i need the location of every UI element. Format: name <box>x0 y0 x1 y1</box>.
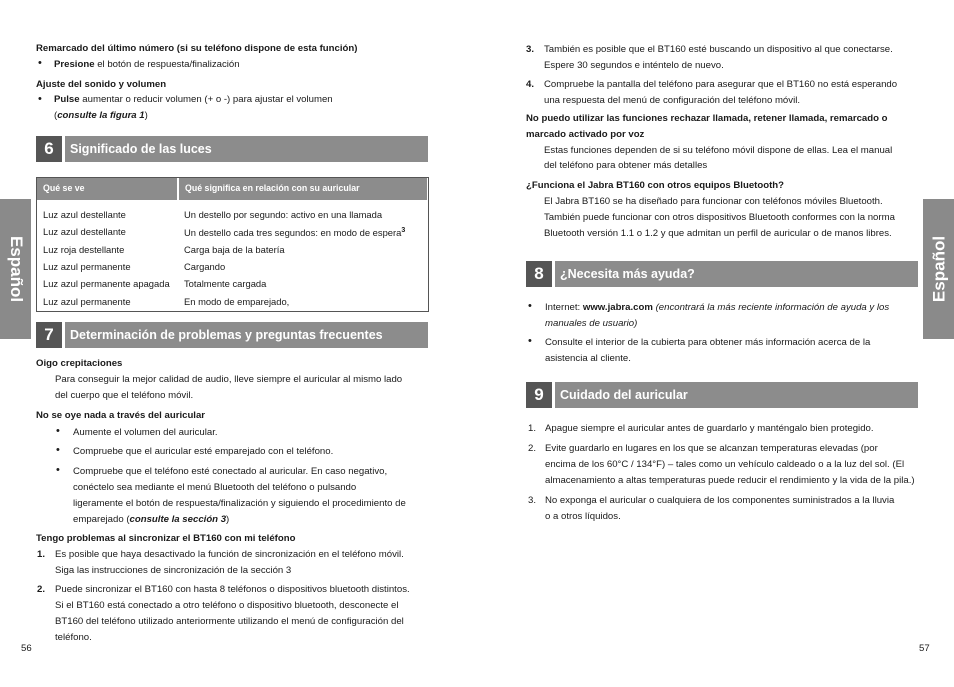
bullet-icon: • <box>56 425 60 437</box>
volume-heading: Ajuste del sonido y volumen <box>36 79 167 90</box>
item-4-number: 4. <box>526 79 535 90</box>
volume-bold: Pulse <box>54 94 80 105</box>
redial-bold: Presione <box>54 59 95 70</box>
language-tab-right-label: Español <box>928 235 948 303</box>
care-1-text: Apague siempre el auricular antes de guardarlo y manténgalo bien protegido. <box>545 423 874 434</box>
other-devices-heading: ¿Funciona el Jabra BT160 con otros equipos Bluetooth? <box>526 180 784 191</box>
nosound-bullet-2: Compruebe que el auricular esté emparejado con el teléfono. <box>73 446 334 457</box>
section-reference: consulte la sección 3 <box>129 514 227 525</box>
other-devices-line2: También puede funcionar con otros dispositivos Bluetooth conformes con la norma <box>544 212 895 223</box>
sync-item-1-line2: Siga las instrucciones de sincronización de la sección 3 <box>55 565 292 576</box>
footnote-mark: 3 <box>401 227 406 235</box>
item-3-number: 3. <box>526 44 535 55</box>
sync-item-2-line4: teléfono. <box>55 632 92 643</box>
section-8-number: 8 <box>526 261 552 287</box>
jabra-link[interactable]: www.jabra.com <box>582 302 653 313</box>
sync-item-2-line1: Puede sincronizar el BT160 con hasta 8 teléfonos o dispositivos bluetooth distintos. <box>55 584 410 595</box>
lights-header-see: Qué se ve <box>37 178 178 200</box>
section-8-title: ¿Necesita más ayuda? <box>560 267 695 281</box>
table-row: Luz azul destellante Un destello por segundo: activo en una llamada <box>43 208 383 220</box>
section-6-title: Significado de las luces <box>70 142 212 156</box>
item-3-line2: Espere 30 segundos e inténtelo de nuevo. <box>544 60 724 71</box>
nosound-heading: No se oye nada a través del auricular <box>36 410 206 421</box>
help-internet: Internet: www.jabra.com (encontrará la más reciente información de ayuda y los <box>545 302 890 313</box>
help-cover-line2: asistencia al cliente. <box>545 353 631 364</box>
nosound-bullet-3-line1: Compruebe que el teléfono esté conectado al auricular. En caso negativo, <box>73 466 388 477</box>
section-9-number: 9 <box>526 382 552 408</box>
lights-table <box>37 178 427 310</box>
figure-reference: consulte la figura 1 <box>57 110 145 121</box>
section-6-header <box>36 136 428 162</box>
sync-item-1-line1: Es posible que haya desactivado la función de sincronización en el teléfono móvil. <box>55 549 404 560</box>
sync-item-1-number: 1. <box>37 549 46 560</box>
section-7-number: 7 <box>36 322 62 348</box>
care-2-number: 2. <box>528 443 537 454</box>
nosound-bullet-1: Aumente el volumen del auricular. <box>73 427 218 438</box>
volume-text: aumentar o reducir volumen (+ o -) para ajustar el volumen <box>79 94 333 105</box>
other-devices-line3: Bluetooth versión 1.1 o 1.2 y que admitan un perfil de auricular o de manos libres. <box>544 228 892 239</box>
reject-text-line2: del teléfono para obtener más detalles <box>544 160 708 171</box>
sync-heading: Tengo problemas al sincronizar el BT160 con mi teléfono <box>36 533 296 544</box>
crackle-text-line2: del cuerpo que el teléfono móvil. <box>55 390 194 401</box>
bullet-icon: • <box>38 93 42 105</box>
care-3-line1: No exponga el auricular o cualquiera de los componentes suministrados a la lluvia <box>545 495 895 506</box>
care-3-line2: o a otros líquidos. <box>545 511 621 522</box>
reject-text-line1: Estas funciones dependen de si su teléfono móvil dispone de ellas. Lea el manual <box>544 145 893 156</box>
lights-table-header <box>37 178 427 200</box>
care-3-number: 3. <box>528 495 537 506</box>
help-internet-line2: manuales de usuario) <box>545 318 638 329</box>
help-cover-line1: Consulte el interior de la cubierta para obtener más información acerca de la <box>545 337 871 348</box>
bullet-icon: • <box>528 335 532 347</box>
care-2-line1: Evite guardarlo en lugares en los que se alcanzan temperaturas elevadas (por <box>545 443 878 454</box>
item-4-line2: una respuesta del menú de configuración del teléfono móvil. <box>544 95 800 106</box>
care-2-line3: almacenamiento a altas temperaturas puede reducir el rendimiento y la vida de la pila.) <box>545 475 915 486</box>
section-8-header <box>526 261 918 287</box>
section-9-title: Cuidado del auricular <box>560 388 688 402</box>
redial-instruction <box>54 57 240 73</box>
table-row: Luz azul permanente Cargando <box>43 261 226 273</box>
reject-heading-line2: marcado activado por voz <box>526 129 645 140</box>
bullet-icon: • <box>38 57 42 69</box>
crackle-text-line1: Para conseguir la mejor calidad de audio, lleve siempre el auricular al mismo lado <box>55 374 403 385</box>
item-3-line1: También es posible que el BT160 esté buscando un dispositivo al que conectarse. <box>544 44 893 55</box>
care-2-line2: encima de los 60°C / 134°F) – tales como un vehículo caldeado o a la luz del sol. (El <box>545 459 905 470</box>
nosound-bullet-3-line4: emparejado (consulte la sección 3) <box>73 514 230 525</box>
section-7-title: Determinación de problemas y preguntas frecuentes <box>70 328 383 342</box>
nosound-bullet-3-line3: ligeramente el botón de respuesta/finalización y siguiendo el procedimiento de <box>73 498 406 509</box>
item-4-line1: Compruebe la pantalla del teléfono para asegurar que el BT160 no está esperando <box>544 79 898 90</box>
table-row: Luz azul permanente apagada Totalmente cargada <box>43 278 267 290</box>
section-6-number: 6 <box>36 136 62 162</box>
volume-reference: (consulte la figura 1) <box>54 110 148 121</box>
table-row: Luz roja destellante Carga baja de la batería <box>43 243 285 255</box>
volume-instruction <box>54 92 333 108</box>
section-9-header <box>526 382 918 408</box>
sync-item-2-number: 2. <box>37 584 46 595</box>
other-devices-line1: El Jabra BT160 se ha diseñado para funcionar con teléfonos móviles Bluetooth. <box>544 196 883 207</box>
bullet-icon: • <box>56 444 60 456</box>
page-number-right: 57 <box>919 643 930 654</box>
care-1-number: 1. <box>528 423 537 434</box>
bullet-icon: • <box>528 300 532 312</box>
sync-item-2-line3: BT160 del teléfono utilizado anteriormente utilizando el menú de configuración del <box>55 616 404 627</box>
page-number-left: 56 <box>21 643 32 654</box>
lights-header-meaning: Qué significa en relación con su auricular <box>178 178 427 200</box>
table-row: Luz azul permanente En modo de emparejado, <box>43 295 290 307</box>
redial-heading: Remarcado del último número (si su teléfono dispone de esta función) <box>36 43 358 54</box>
section-7-header <box>36 322 428 348</box>
language-tab-left-label: Español <box>6 235 26 303</box>
crackle-heading: Oigo crepitaciones <box>36 358 123 369</box>
nosound-bullet-3-line2: conéctelo sea mediante el menú Bluetooth del teléfono o pulsando <box>73 482 357 493</box>
language-tab-right <box>923 199 954 339</box>
reject-heading-line1: No puedo utilizar las funciones rechazar llamada, retener llamada, remarcado o <box>526 113 888 124</box>
redial-text: el botón de respuesta/finalización <box>94 59 240 70</box>
sync-item-2-line2: Si el BT160 está conectado a otro teléfono o dispositivo bluetooth, desconecte el <box>55 600 399 611</box>
table-row: Luz azul destellante Un destello cada tres segundos: en modo de espera$^3$ <box>43 226 406 239</box>
bullet-icon: • <box>56 464 60 476</box>
language-tab-left <box>0 199 31 339</box>
